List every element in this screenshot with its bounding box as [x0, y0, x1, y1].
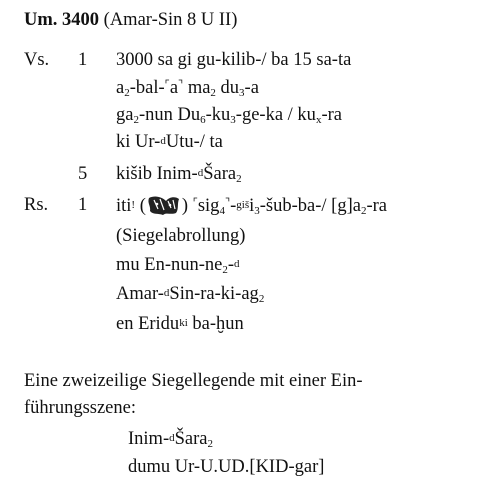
- tablet-id: Um. 3400: [24, 10, 100, 30]
- reverse-label: Rs.: [24, 195, 49, 215]
- seal-legend-line-1: Inim-$^d$Šara$_2$: [128, 429, 213, 450]
- paragraph-line-2: führungsszene:: [24, 398, 136, 418]
- reverse-line-3: mu $En-nun-ne_2-^d$: [116, 255, 240, 276]
- paragraph-line-1: Eine zweizeilige Siegellegende mit einer Ein-: [24, 371, 363, 391]
- reverse-line-1: iti! ( ) $^⌜sig_4^⌝-^{giš}i_3-šub-ba-/$ $[g]a_2-ra$: [116, 196, 387, 217]
- reverse-line-5: en Eridu$^{ki}$ ba-ḫun: [116, 314, 244, 334]
- seal-roll-note: (Siegelabrollung): [116, 226, 246, 246]
- seal-legend-line-2: dumu Ur-U.UD.[KID-gar]: [128, 457, 325, 477]
- line-number-5: 5: [78, 164, 88, 184]
- tablet-date: (Amar-Sin 8 U II): [103, 10, 238, 30]
- obverse-line-4: ki Ur-$^d$Utu-/ ta: [116, 132, 223, 152]
- obverse-line-2: $a_2-bal-^⌜a^⌝$ $ma_2$ $du_3-a$: [116, 78, 259, 99]
- line-number-1: 1: [78, 50, 88, 70]
- obverse-line-1: 3000 sa gi gu-kilib-/ ba 15 sa-ta: [116, 50, 352, 70]
- seal-impression-icon: [146, 194, 182, 216]
- obverse-line-3: $ga_2$-nun $Du_6-ku_3-ge-ka / ku_x-ra$: [116, 105, 342, 126]
- heading: [24, 9, 237, 31]
- obverse-label: Vs.: [24, 50, 50, 70]
- reverse-line-4: Amar-$^dSin-ra-ki-ag_2$: [116, 284, 265, 305]
- line-number-1-reverse: 1: [78, 195, 88, 215]
- obverse-line-5: kišib Inim-$^d$Šara$_2$: [116, 164, 242, 185]
